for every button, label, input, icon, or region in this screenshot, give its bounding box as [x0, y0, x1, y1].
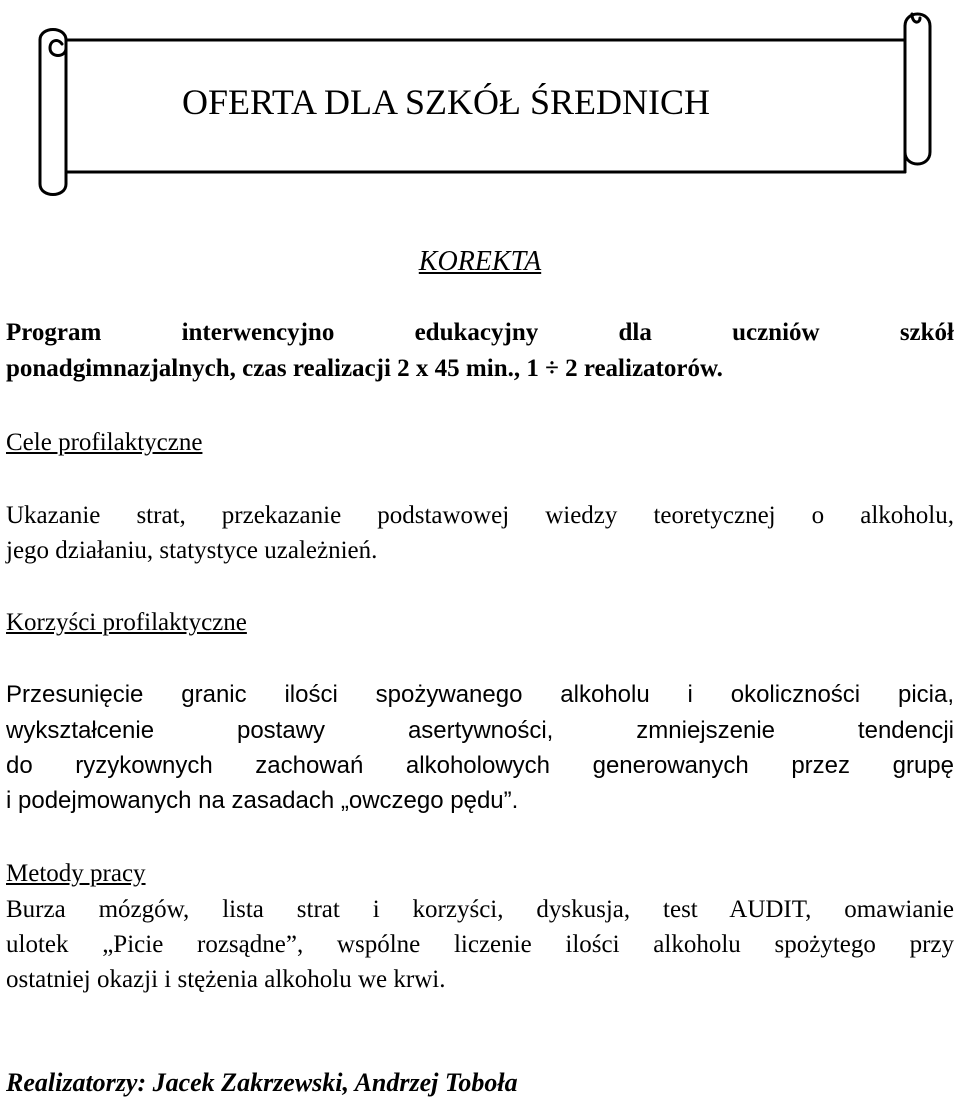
metody-line-2: ulotek „Picie rozsądne”, wspólne liczenie ilości alkoholu spożytego przy	[6, 931, 954, 958]
korzysci-line-1: Przesunięcie granic ilości spożywanego alkoholu i okoliczności picia,	[6, 681, 954, 708]
subtitle-korekta: KOREKTA	[418, 246, 542, 277]
realizatorzy-line: Realizatorzy: Jacek Zakrzewski, Andrzej Toboła	[6, 1068, 518, 1097]
korzysci-line-2: wykształcenie postawy asertywności, zmniejszenie tendencji	[6, 717, 954, 744]
korzysci-line-4: i podejmowanych na zasadach „owczego pędu”.	[6, 787, 519, 814]
korzysci-heading: Korzyści profilaktyczne	[6, 609, 247, 636]
korzysci-line-3: do ryzykownych zachowań alkoholowych generowanych przez grupę	[6, 752, 954, 779]
banner-title: OFERTA DLA SZKÓŁ ŚREDNICH	[182, 82, 710, 122]
program-line-2: ponadgimnazjalnych, czas realizacji 2 x 45 min., 1 ÷ 2 realizatorów.	[6, 355, 723, 382]
cele-heading: Cele profilaktyczne	[6, 429, 203, 456]
program-line-1: Program interwencyjno edukacyjny dla uczniów szkół	[6, 319, 954, 346]
metody-line-3: ostatniej okazji i stężenia alkoholu we krwi.	[6, 966, 446, 993]
cele-line-1: Ukazanie strat, przekazanie podstawowej wiedzy teoretycznej o alkoholu,	[6, 502, 954, 529]
cele-line-2: jego działaniu, statystyce uzależnień.	[6, 537, 378, 564]
metody-heading: Metody pracy	[6, 860, 146, 887]
metody-line-1: Burza mózgów, lista strat i korzyści, dyskusja, test AUDIT, omawianie	[6, 896, 954, 923]
